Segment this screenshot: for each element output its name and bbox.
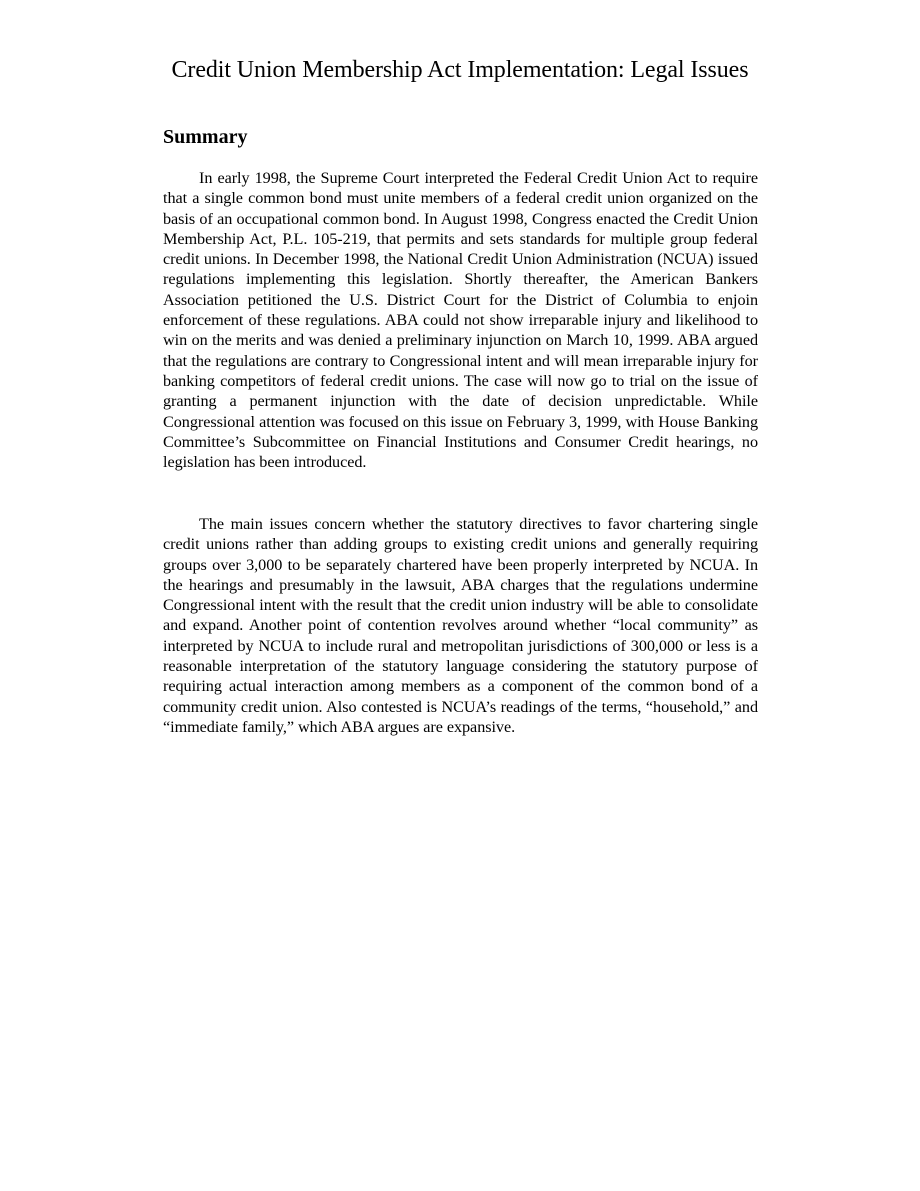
summary-paragraph-2: The main issues concern whether the statutory directives to favor chartering single credit unions rather than adding groups to existing credit unions and generally requiring groups over 3,000 to be separately chartered have been properly interpreted by NCUA. In the hearings and presumably in the lawsuit, ABA charges that the regulations undermine Congressional intent with the result that the credit union industry will be able to consolidate and expand. Another point of contention revolves around whether “local community” as interpreted by NCUA to include rural and metropolitan jurisdictions of 300,000 or less is a reasonable interpretation of the statutory language considering the statutory purpose of requiring actual interaction among members as a component of the common bond of a community credit union. Also contested is NCUA’s readings of the terms, “household,” and “immediate family,” which ABA argues are expansive. xyxy=(163,515,758,736)
summary-heading: Summary xyxy=(163,126,248,148)
summary-paragraph-1: In early 1998, the Supreme Court interpreted the Federal Credit Union Act to require that a single common bond must unite members of a federal credit union organized on the basis of an occupational common bond. In August 1998, Congress enacted the Credit Union Membership Act, P.L. 105-219, that permits and sets standards for multiple group federal credit unions. In December 1998, the National Credit Union Administration (NCUA) issued regulations implementing this legislation. Shortly thereafter, the American Bankers Association petitioned the U.S. District Court for the District of Columbia to enjoin enforcement of these regulations. ABA could not show irreparable injury and likelihood to win on the merits and was denied a preliminary injunction on March 10, 1999. ABA argued that the regulations are contrary to Congressional intent and will mean irreparable injury for banking competitors of federal credit unions. The case will now go to trial on the issue of granting a permanent injunction with the date of decision unpredictable. While Congressional attention was focused on this issue on February 3, 1999, with House Banking Committee’s Subcommittee on Financial Institutions and Consumer Credit hearings, no legislation has been introduced. xyxy=(163,169,758,472)
document-title: Credit Union Membership Act Implementation: Legal Issues xyxy=(171,57,749,83)
